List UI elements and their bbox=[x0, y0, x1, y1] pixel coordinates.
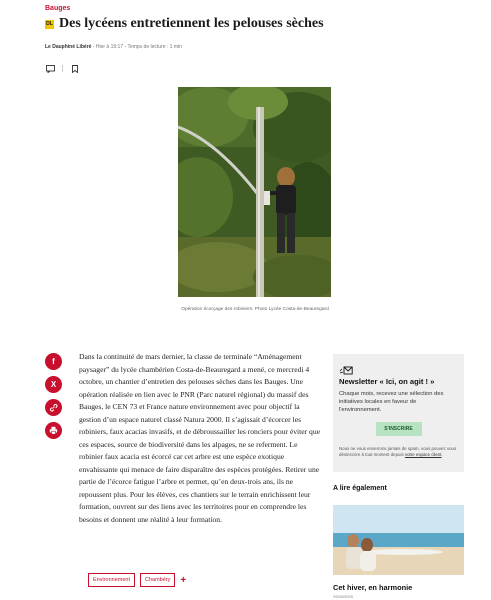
photo-caption: Opération écorçage des robiniers. Photo Lycée Costa-de-Beauregard bbox=[181, 307, 329, 312]
also-read-heading: A lire également bbox=[333, 485, 387, 492]
newsletter-legal bbox=[339, 446, 458, 458]
tools-divider bbox=[62, 65, 63, 72]
facebook-share-button[interactable]: f bbox=[45, 353, 62, 370]
bookmark-icon[interactable] bbox=[70, 64, 80, 73]
tag-environnement[interactable]: Environnement bbox=[88, 573, 135, 587]
subscribe-button[interactable]: S'INSCRIRE bbox=[376, 422, 422, 436]
also-read-image[interactable] bbox=[333, 505, 464, 575]
category-label[interactable]: Bauges bbox=[45, 5, 71, 12]
print-button[interactable] bbox=[45, 422, 62, 439]
legal-text: Nous ne vous enverrons jamais de spam, vous pouvez vous désinscrire à tout moment depuis bbox=[339, 446, 457, 457]
link-icon bbox=[49, 403, 58, 412]
article-photo[interactable] bbox=[178, 87, 331, 297]
newsletter-box bbox=[333, 354, 464, 472]
article-tools bbox=[45, 64, 80, 73]
author-name[interactable]: Le Dauphiné Libéré bbox=[45, 44, 92, 50]
follow-tag-button[interactable]: + bbox=[180, 574, 187, 586]
also-read-title[interactable]: Cet hiver, en harmonie bbox=[333, 583, 413, 592]
publish-meta: - Hier à 19:17 - Temps de lecture : 1 min bbox=[91, 44, 182, 50]
newsletter-title: Newsletter « Ici, on agit ! » bbox=[339, 377, 435, 386]
print-icon bbox=[49, 426, 58, 435]
newsletter-description: Chaque mois, recevez une sélection des initiatives locales en faveur de l'environnement. bbox=[339, 391, 444, 413]
legal-end: . bbox=[441, 452, 443, 457]
article-body: Dans la continuité de mars dernier, la classe de terminale “Aménagement paysager” du lycée chambérien Costa-de-Beauregard a mené, ce mercredi 4 octobre, un chantier d’entretien des pelouses sèches dans les Bauges. Une opération réalisée en lien avec le PNR (Parc naturel régional) du massif des Bauges, le CEN 73 et France nature environnement avec pour objectif la gestion d’un espace naturel classé Natura 2000. Il s’agissait d’écorcer les robiniers, faux acacias invasifs, et de débroussailler les ronciers pour éviter que ces espaces, source de biodiversité dans les alpages, ne se referment. Le robinier faux acacia est écorcé car cet arbre est une espèce exotique envahissante qui menace de faire disparaître des espèces protégées. Retirer une partie de l’écorce fatigue l’arbre et permet, qu’en deux-trois ans, ils ne repoussent plus. Pour les élèves, ces chantiers sur le terrain enrichissent leur formation, ouvrent sur des liens avec les territoires pour en comprendre les besoins et donnent une réalité à leur formation. bbox=[79, 352, 321, 524]
comment-icon[interactable] bbox=[45, 64, 55, 73]
tag-list bbox=[88, 573, 186, 587]
envelope-icon bbox=[339, 363, 353, 373]
copy-link-button[interactable] bbox=[45, 399, 62, 416]
also-read-sponsor: Annonces bbox=[333, 594, 354, 599]
x-share-button[interactable]: X bbox=[45, 376, 62, 393]
share-bar bbox=[45, 353, 62, 439]
article-title: Des lycéens entretiennent les pelouses sèches bbox=[59, 16, 324, 31]
client-space-link[interactable]: votre espace client bbox=[404, 452, 442, 457]
title-row bbox=[45, 16, 324, 32]
source-logo: DL bbox=[46, 21, 53, 27]
byline bbox=[45, 44, 182, 50]
also-read-card[interactable] bbox=[333, 505, 464, 599]
tag-chambery[interactable]: Chambéry bbox=[140, 573, 175, 587]
